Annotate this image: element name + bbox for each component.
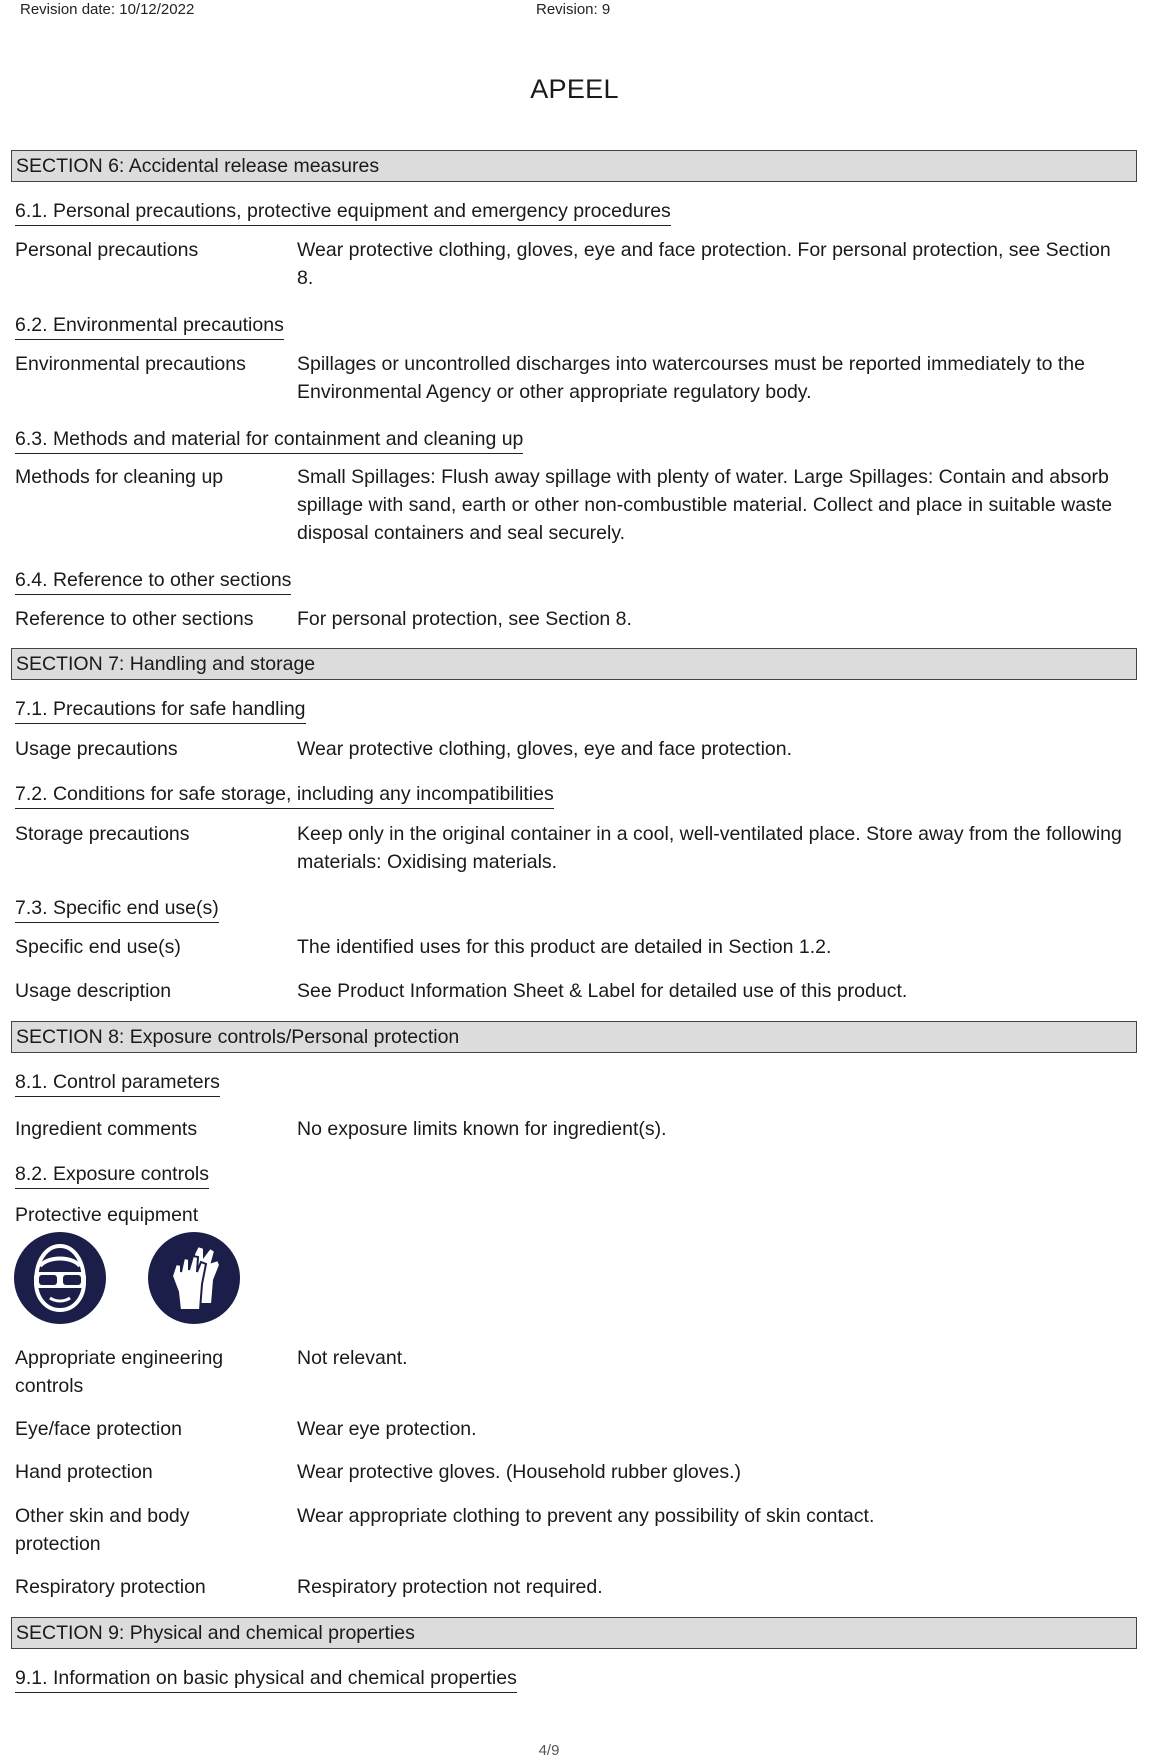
- revision-date: Revision date: 10/12/2022: [20, 1, 195, 18]
- eye-face-protection-label: Eye/face protection: [15, 1418, 182, 1440]
- subsection-6-1: 6.1. Personal precautions, protective equipment and emergency procedures: [15, 199, 671, 226]
- respiratory-protection-value: Respiratory protection not required.: [297, 1576, 603, 1598]
- subsection-6-2: 6.2. Environmental precautions: [15, 313, 284, 340]
- reference-label: Reference to other sections: [15, 608, 254, 630]
- subsection-7-3: 7.3. Specific end use(s): [15, 896, 219, 923]
- section-7-header: SECTION 7: Handling and storage: [11, 648, 1137, 680]
- subsection-8-1: 8.1. Control parameters: [15, 1070, 220, 1097]
- eye-face-protection-value: Wear eye protection.: [297, 1418, 477, 1440]
- cleaning-up-label: Methods for cleaning up: [15, 466, 224, 488]
- subsection-7-2: 7.2. Conditions for safe storage, including any incompatibilities: [15, 782, 554, 809]
- subsection-7-1: 7.1. Precautions for safe handling: [15, 697, 306, 724]
- usage-precautions-label: Usage precautions: [15, 738, 178, 760]
- usage-precautions-value: Wear protective clothing, gloves, eye and face protection.: [297, 738, 793, 760]
- ingredient-comments-value: No exposure limits known for ingredient(s).: [297, 1118, 667, 1140]
- revision-number: Revision: 9: [536, 1, 611, 18]
- storage-precautions-value: Keep only in the original container in a cool, well-ventilated place. Store away from the following materials: Oxidising materials.: [297, 823, 1122, 873]
- subsection-6-3: 6.3. Methods and material for containment and cleaning up: [15, 427, 523, 454]
- section-9-header: SECTION 9: Physical and chemical properties: [11, 1617, 1137, 1649]
- protective-equipment-label: Protective equipment: [15, 1204, 199, 1226]
- specific-end-use-label: Specific end use(s): [15, 936, 181, 958]
- section-8-header: SECTION 8: Exposure controls/Personal protection: [11, 1021, 1137, 1053]
- skin-body-protection-label: Other skin and body protection: [15, 1505, 190, 1555]
- specific-end-use-value: The identified uses for this product are detailed in Section 1.2.: [297, 936, 832, 958]
- section-6-header: SECTION 6: Accidental release measures: [11, 150, 1137, 182]
- personal-precautions-value: Wear protective clothing, gloves, eye and face protection. For personal protection, see Section 8.: [297, 239, 1111, 289]
- engineering-controls-label: Appropriate engineering controls: [15, 1347, 224, 1397]
- usage-description-value: See Product Information Sheet & Label for detailed use of this product.: [297, 980, 908, 1002]
- hand-protection-value: Wear protective gloves. (Household rubber gloves.): [297, 1461, 742, 1483]
- gloves-icon: [148, 1232, 240, 1324]
- product-title: APEEL: [530, 74, 619, 104]
- page-number: 4/9: [538, 1742, 560, 1759]
- personal-precautions-label: Personal precautions: [15, 239, 199, 261]
- environmental-precautions-label: Environmental precautions: [15, 353, 246, 375]
- cleaning-up-value: Small Spillages: Flush away spillage with plenty of water. Large Spillages: Contain and absorb spillage with sand, earth or other non-combustible material. Collect and place in suitable waste disposal containers and seal securely.: [297, 466, 1113, 544]
- subsection-9-1: 9.1. Information on basic physical and chemical properties: [15, 1666, 517, 1693]
- goggles-icon: [14, 1232, 106, 1324]
- subsection-6-4: 6.4. Reference to other sections: [15, 568, 291, 595]
- hand-protection-label: Hand protection: [15, 1461, 153, 1483]
- environmental-precautions-value: Spillages or uncontrolled discharges into watercourses must be reported immediately to the Environmental Agency or other appropriate regulatory body.: [297, 353, 1085, 403]
- usage-description-label: Usage description: [15, 980, 172, 1002]
- respiratory-protection-label: Respiratory protection: [15, 1576, 206, 1598]
- skin-body-protection-value: Wear appropriate clothing to prevent any possibility of skin contact.: [297, 1505, 875, 1527]
- storage-precautions-label: Storage precautions: [15, 823, 190, 845]
- engineering-controls-value: Not relevant.: [297, 1347, 408, 1369]
- ingredient-comments-label: Ingredient comments: [15, 1118, 198, 1140]
- reference-value: For personal protection, see Section 8.: [297, 608, 632, 630]
- subsection-8-2: 8.2. Exposure controls: [15, 1162, 209, 1189]
